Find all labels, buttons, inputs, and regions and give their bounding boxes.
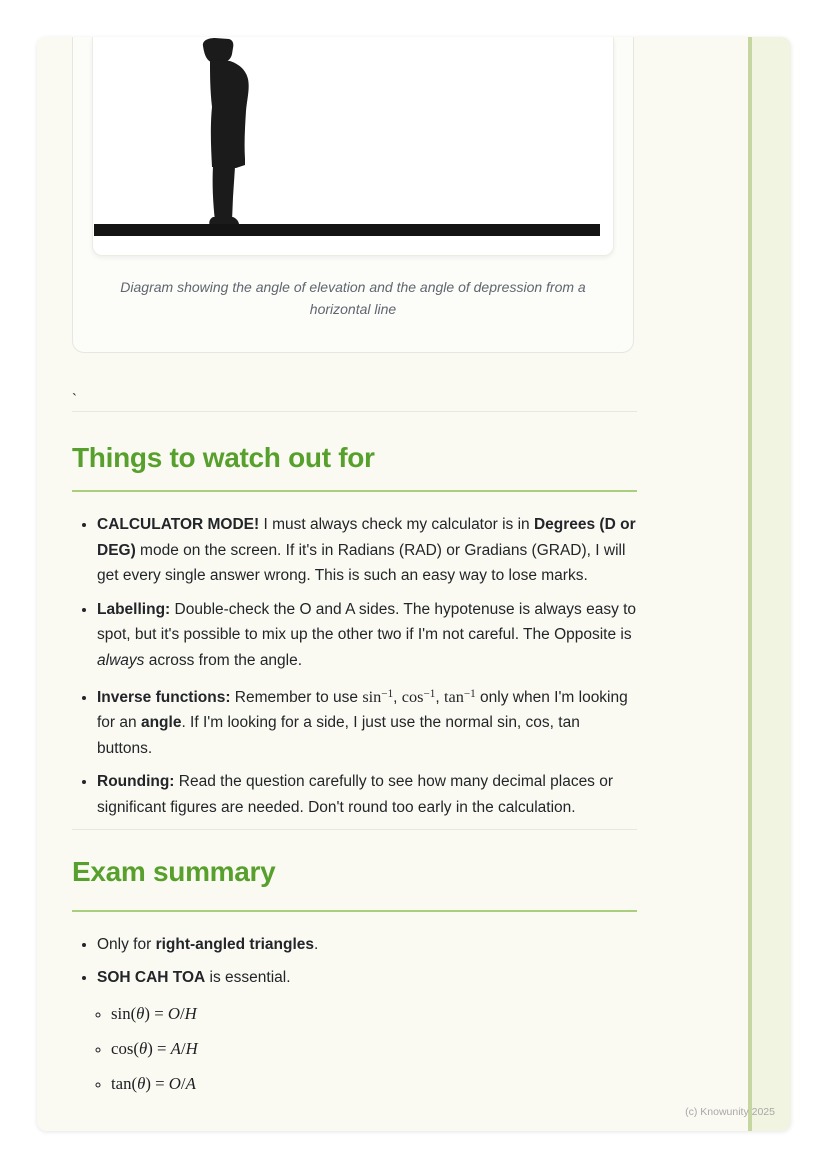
- bullet-text: Rounding: Read the question carefully to see how many decimal places or significant figures are needed. Don't round too early in the calculation.: [97, 773, 614, 816]
- person-silhouette-icon: [199, 37, 254, 230]
- figure-caption-line2: horizontal line: [309, 301, 397, 317]
- formula-cos: [111, 1036, 637, 1063]
- formula-sin: [111, 1001, 637, 1028]
- knowunity-watermark: (c) Knowunity 2025: [685, 1106, 775, 1118]
- watch-bullet-list: [72, 512, 637, 821]
- stray-backtick-text: `: [72, 391, 77, 408]
- section-title-underline: [72, 490, 637, 492]
- bullet-right-angled: [97, 932, 637, 958]
- bullet-text: Only for right-angled triangles.: [97, 935, 319, 953]
- diagram-image: [92, 37, 614, 256]
- formula-text: cos(θ) = A/H: [111, 1038, 198, 1058]
- figure-caption: [93, 276, 613, 320]
- bullet-text: Inverse functions: Remember to use $\sin^{-1}$, $\cos^{-1}$, $\tan^{-1}$ only when I'm looking for an angle. If I'm looking for a side, I just use the normal sin, cos, tan buttons.: [97, 687, 628, 757]
- exam-bullet-list: [72, 932, 637, 1098]
- note-content: [72, 37, 637, 1106]
- bullet-text: SOH CAH TOA is essential.: [97, 969, 291, 987]
- bullet-text: CALCULATOR MODE! I must always check my calculator is in Degrees (D or DEG) mode on the screen. If it's in Radians (RAD) or Gradians (GRAD), I will get every single answer wrong. This is such an easy way to lose marks.: [97, 516, 636, 585]
- section-title-things-to-watch: Things to watch out for: [72, 442, 375, 473]
- formula-text: tan(θ) = O/A: [111, 1073, 196, 1093]
- bullet-labelling: [97, 597, 637, 674]
- content-card: [37, 37, 791, 1131]
- bullet-inverse-functions: [97, 682, 637, 762]
- figure-caption-line1: Diagram showing the angle of elevation and the angle of depression from a: [120, 279, 586, 295]
- bullet-rounding: [97, 769, 637, 820]
- section-title-exam-summary: Exam summary: [72, 855, 276, 887]
- section-title-underline: [72, 910, 637, 912]
- formula-text: sin(θ) = O/H: [111, 1003, 197, 1023]
- bullet-text: Labelling: Double-check the O and A sides. The hypotenuse is always easy to spot, but it's possible to mix up the other two if I'm not careful. The Opposite is always across from the angle.: [97, 600, 637, 669]
- right-accent-strip: [748, 37, 791, 1131]
- bullet-sohcahtoa: [97, 965, 637, 1098]
- formula-sublist: [97, 1001, 637, 1098]
- figure-card: [72, 37, 634, 353]
- section-divider: [72, 411, 637, 412]
- formula-tan: [111, 1071, 637, 1098]
- section-divider: [72, 829, 637, 830]
- bullet-calculator-mode: [97, 512, 637, 589]
- horizontal-line-graphic: [94, 224, 600, 236]
